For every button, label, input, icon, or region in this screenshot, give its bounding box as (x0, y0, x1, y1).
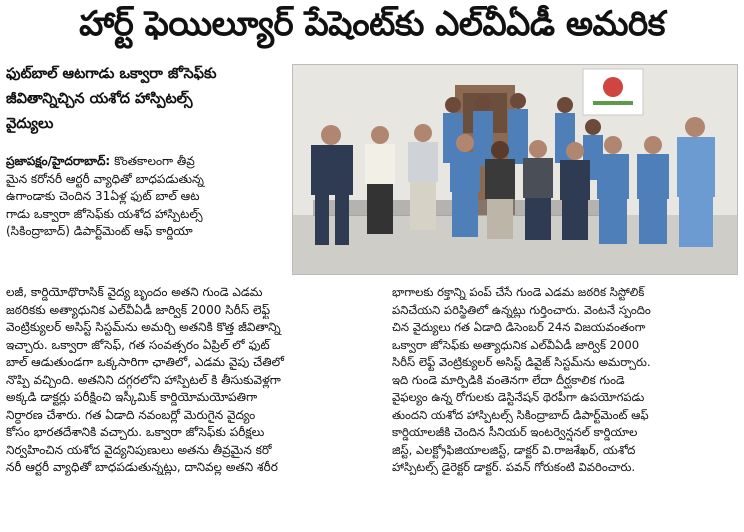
article-line: సిరీస్ లెఫ్ట్ వెంట్రిక్యులర్ అసిస్ట్ డివైజ్ సిస్టమ్‌ను అమర్చారు. (392, 355, 651, 369)
article-line: తుందని యశోద హాస్పిటల్స్ సికింద్రాబాద్ డిపార్ట్‌మెంట్ ఆఫ్ (392, 407, 649, 422)
article-line: ఇది గుండె మార్పిడికి వంతెనగా లేదా దీర్ఘకాలిక గుండె (392, 372, 625, 387)
article-line: అక్కడి డాక్టర్లు పరీక్షించి ఇస్కీమిక్ కార్డియోమయోపతిగా (6, 390, 258, 404)
article-line: వైఫల్యం ఉన్న రోగులకు డెస్టినేషన్ థెరపీగా ఉపయోగపడు (392, 390, 645, 404)
article-line: చిన వైద్యులు గత ఏడాది డిసెంబర్ 24న విజయవంతంగా (392, 320, 646, 334)
article-line: జిస్ట్, ఎలక్ట్రోఫిజియాలజిస్ట్, డాక్టర్ వి.రాజశేఖర్, యశోద (392, 442, 636, 457)
article-line: నిర్వహించిన యశోద వైద్యనిపుణులు అతను తీవ్రమైన కరో (6, 442, 272, 457)
article-line: వెంట్రిక్యులర్ అసిస్ట్ సిస్టమ్‌ను అమర్చి అతనికి కొత్త జీవితాన్ని (6, 320, 281, 334)
byline: ప్రజాపక్షం/హైదరాబాద్: (6, 154, 111, 168)
team-photo (292, 64, 738, 275)
subhead-line-1: ఫుట్‌బాల్ ఆటగాడు ఒక్వారా జోసెఫ్‌కు (6, 66, 217, 82)
article-column-right (392, 284, 738, 477)
article-line: ప్రజాపక్షం/హైదరాబాద్: కొంతకాలంగా తీవ్ర (6, 154, 195, 168)
article-line: లజీ, కార్డియోథొరాసిక్ వైద్య బృందం అతని గుండె ఎడమ (6, 285, 263, 299)
article-line: నరీ ఆర్టరీ వ్యాధితో బాధపడుతున్నట్లు, దానివల్ల అతని శరీర (6, 460, 278, 474)
article-line: భాగాలకు రక్తాన్ని పంప్ చేసే గుండె ఎడమ జఠరిక సిస్టోలిక్ (392, 285, 645, 299)
article-line: హాస్పిటల్స్ డైరెక్టర్ డాక్టర్. పవన్ గోరుకంటి వివరించారు. (392, 460, 636, 474)
article-column-left-top (6, 153, 286, 241)
article-line: కార్డియాలజీకి చెందిన సీనియర్ ఇంటర్వెన్షనల్ కార్డియాల (392, 425, 638, 439)
article-line: ఇచ్చారు. ఒక్వారా జోసెఫ్, గత సంవత్సరం ఏప్రిల్ లో ఫుట్ (6, 337, 270, 352)
article-line: మైన కరోనరీ ఆర్టరీ వ్యాధితో బాధపడుతున్న (6, 171, 204, 186)
article-line: నిర్ధారణ చేశారు. గత ఏడాది నవంబర్లో మెరుగైన వైద్యం (6, 407, 256, 422)
article-line: ఒక్వారా జోసెఫ్‌కు అత్యాధునిక ఎల్‌వీఏడీ జార్విక్ 2000 (392, 337, 640, 352)
article-line: నొప్పి వచ్చింది. అతనిని దగ్గరలోని హాస్పిటల్ కి తీసుకువెళ్లగా (6, 372, 281, 387)
article-line: పనిచేయని పరిస్థితిలో ఉన్నట్లు గుర్తించారు. వెంటనే స్పందిం (392, 302, 651, 317)
article-line: (సికింద్రాబాద్) డిపార్ట్‌మెంట్ ఆఫ్ కార్డియా (6, 224, 193, 238)
subheadline (6, 62, 284, 137)
subhead-line-2: జీవితాన్నిచ్చిన యశోద హాస్పిటల్స్ (6, 91, 193, 107)
article-line: కోసం భారతదేశానికి వచ్చారు. ఒక్వారా జోసెఫ్‌కు పరీక్షలు (6, 425, 265, 439)
article-line: బాల్ ఆడుతుండగా ఒక్కసారిగా ఛాతిలో, ఎడమ వైపు చేతిలో (6, 355, 284, 369)
article-line: జఠరికకు అత్యాధునిక ఎల్‌వీఏడీ జార్విక్ 2000 సిరీస్ లెఫ్ట్ (6, 302, 271, 317)
article-column-left (6, 284, 382, 477)
subhead-line-3: వైద్యులు (6, 116, 54, 132)
article-line: ఉగాండాకు చెందిన 31ఏళ్ల ఫుట్ బాల్ ఆట (6, 189, 200, 203)
article-line: గాడు ఒక్వారా జోసెఫ్‌కు యశోద హాస్పిటల్స్ (6, 206, 203, 221)
headline: హార్ట్ ఫెయిల్యూర్ పేషెంట్‌కు ఎల్‌వీఏడీ అమరిక (79, 4, 665, 44)
